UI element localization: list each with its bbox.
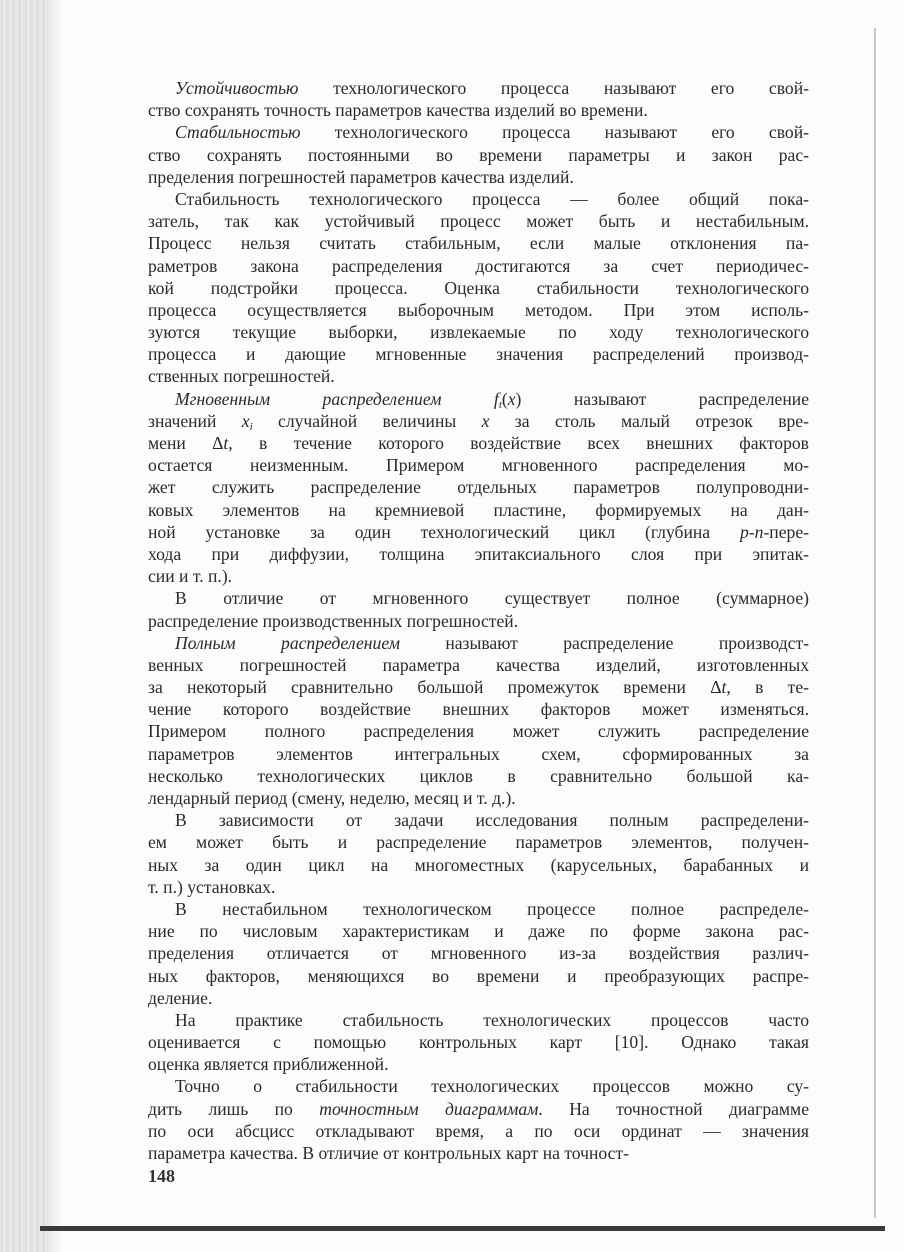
text-run — [441, 389, 493, 409]
text-run: жет служить распределение отдельных параметров полупроводни- — [148, 477, 809, 498]
text-run: Примером полного распределения может служить распределение — [148, 721, 809, 742]
text-run: В отличие от мгновенного существует полное (суммарное) — [175, 588, 809, 609]
text-line — [148, 321, 809, 343]
text-line — [148, 1120, 809, 1142]
text-run: распределение производственных погрешностей. — [148, 610, 519, 631]
text-run: , в те- — [726, 677, 809, 698]
italic-term: точностным диаграммам — [319, 1098, 539, 1119]
scan-bottom-edge — [40, 1226, 885, 1231]
text-run: лендарный период (смену, неделю, месяц и т. д.). — [148, 788, 516, 808]
text-line — [148, 543, 809, 565]
text-line — [148, 454, 809, 476]
italic-term: Стабильностью — [175, 122, 301, 143]
text-run: ной установке за один технологический цикл (глубина — [148, 521, 740, 542]
text-run: процесса и дающие мгновенные значения распределений производ- — [148, 344, 809, 365]
text-line — [148, 765, 809, 787]
text-line — [148, 698, 809, 720]
text-line — [148, 854, 809, 876]
text-run: ственных погрешностей. — [148, 366, 335, 387]
text-line — [148, 144, 809, 166]
italic-term: t — [223, 433, 229, 453]
scan-binding-gradient — [48, 0, 62, 1252]
text-run: зуются текущие выборки, извлекаемые по ходу технологического — [148, 322, 809, 343]
text-line — [148, 654, 809, 676]
text-run: процесса осуществляется выборочным методом. При этом исполь- — [148, 299, 809, 320]
paragraph — [148, 809, 809, 898]
paragraph — [148, 587, 809, 631]
italic-term: x — [507, 388, 516, 409]
text-run: Процесс нельзя считать стабильным, если малые отклонения па- — [148, 233, 809, 254]
subscript: i — [249, 420, 253, 433]
text-line — [148, 121, 809, 143]
text-run: технологического процесса называют его свой- — [298, 78, 809, 98]
text-line — [148, 365, 809, 387]
text-line — [148, 565, 809, 587]
text-line — [148, 809, 809, 831]
text-line — [148, 720, 809, 742]
text-line — [148, 1031, 809, 1053]
text-line — [148, 499, 809, 521]
text-line — [148, 232, 809, 254]
text-run: На практике стабильность технологических процессов часто — [175, 1009, 809, 1030]
text-line — [148, 99, 809, 121]
text-run: хода при диффузии, толщина эпитаксиального слоя при эпитак- — [148, 543, 809, 564]
page-number: 148 — [148, 1166, 175, 1186]
text-run: венных погрешностей параметра качества изделий, изготовленных — [148, 654, 809, 675]
scan-page-edge — [874, 28, 876, 1218]
italic-term: Полным распределением — [175, 632, 400, 653]
text-line — [148, 787, 809, 809]
text-run: ем может быть и распределение параметров элементов, получен- — [148, 832, 809, 853]
text-run: остается неизменным. Примером мгновенного распределения мо- — [148, 455, 809, 476]
italic-term: Устойчивостью — [175, 78, 299, 98]
text-run: случайной величины — [252, 410, 482, 431]
text-run: дить лишь по — [148, 1098, 320, 1119]
paragraph — [148, 1075, 809, 1164]
text-line — [148, 898, 809, 920]
text-run: ных факторов, меняющихся во времени и преобразующих распре- — [148, 965, 809, 986]
italic-term: t — [721, 677, 727, 698]
text-line — [148, 1075, 809, 1097]
text-run: пределения погрешностей параметров качества изделий. — [148, 166, 574, 187]
paragraph — [148, 188, 809, 388]
text-run: -пере- — [763, 521, 809, 542]
text-run: параметра качества. В отличие от контрольных карт на точност- — [148, 1143, 629, 1163]
text-line — [148, 587, 809, 609]
text-run: В зависимости от задачи исследования полным распределени- — [175, 810, 809, 831]
text-line — [148, 410, 809, 432]
text-run: называют распределение производст- — [399, 632, 809, 653]
text-line — [148, 743, 809, 765]
text-run: кой подстройки процесса. Оценка стабильности технологического — [148, 277, 809, 298]
italic-term: p-n — [739, 521, 764, 542]
text-run: несколько технологических циклов в сравнительно большой ка- — [148, 765, 809, 786]
text-line — [148, 920, 809, 942]
text-line — [148, 1053, 809, 1075]
subscript: t — [498, 398, 502, 411]
text-run: , в течение которого воздействие всех внешних факторов — [228, 433, 809, 453]
text-run: деление. — [148, 987, 213, 1008]
text-run: мени Δ — [148, 433, 224, 453]
text-run: ( — [501, 388, 508, 409]
text-line — [148, 388, 809, 410]
scan-binding-shadow — [0, 0, 48, 1252]
text-line — [148, 521, 809, 543]
text-run: . На точностной диаграмме — [538, 1098, 809, 1119]
text-line — [148, 188, 809, 210]
text-run: ние по числовым характеристикам и даже по форме закона рас- — [148, 921, 809, 942]
text-run: параметров элементов интегральных схем, сформированных за — [148, 743, 809, 764]
text-run: по оси абсцисс откладывают время, а по оси ординат — значения — [148, 1120, 809, 1141]
text-line — [148, 610, 809, 632]
text-line — [148, 1142, 809, 1164]
text-line — [148, 210, 809, 232]
text-line — [148, 965, 809, 987]
text-run: технологического процесса называют его свой- — [300, 122, 809, 143]
text-run: оценивается с помощью контрольных карт [10]. Однако такая — [148, 1032, 809, 1053]
text-line — [148, 432, 809, 454]
paragraph — [148, 77, 809, 121]
text-line — [148, 166, 809, 188]
text-line — [148, 676, 809, 698]
paragraph — [148, 121, 809, 188]
text-line — [148, 876, 809, 898]
text-run: Стабильность технологического процесса — более общий пока- — [175, 188, 809, 209]
text-run: значений — [148, 410, 242, 431]
italic-term: f — [493, 388, 499, 409]
page-body-text — [148, 77, 809, 1164]
text-line — [148, 277, 809, 299]
text-run: чение которого воздействие внешних факторов может изменяться. — [148, 699, 809, 720]
text-run: ковых элементов на кремниевой пластине, формируемых на дан- — [148, 499, 809, 520]
text-line — [148, 942, 809, 964]
text-run: т. п.) установках. — [148, 876, 276, 897]
italic-term: x — [481, 410, 490, 431]
text-run: оценка является приближенной. — [148, 1054, 389, 1075]
text-run: за столь малый отрезок вре- — [489, 410, 809, 431]
text-run: пределения отличается от мгновенного из-за воздействия различ- — [148, 943, 809, 964]
text-run: ных за один цикл на многоместных (карусельных, барабанных и — [148, 854, 809, 875]
text-run: за некоторый сравнительно большой промежуток времени Δ — [148, 677, 722, 698]
paragraph — [148, 632, 809, 810]
paragraph — [148, 898, 809, 1009]
paragraph — [148, 388, 809, 588]
text-line — [148, 299, 809, 321]
text-line — [148, 476, 809, 498]
text-run: сии и т. п.). — [148, 566, 233, 587]
text-run: Точно о стабильности технологических процессов можно су- — [175, 1076, 809, 1097]
italic-term: x — [241, 410, 250, 431]
paragraph — [148, 1009, 809, 1076]
text-line — [148, 255, 809, 277]
text-run: ство сохранять точность параметров качества изделий во времени. — [148, 100, 648, 121]
italic-term: Мгновенным распределением — [175, 388, 442, 409]
text-line — [148, 77, 809, 99]
text-run: ) называют распределение — [515, 388, 809, 409]
text-line — [148, 343, 809, 365]
text-line — [148, 831, 809, 853]
text-line — [148, 1009, 809, 1031]
text-run: В нестабильном технологическом процессе полное распределе- — [175, 898, 809, 919]
text-line — [148, 632, 809, 654]
text-run: затель, так как устойчивый процесс может быть и нестабильным. — [148, 211, 809, 232]
text-run: ство сохранять постоянными во времени параметры и закон рас- — [148, 144, 809, 165]
text-line — [148, 1098, 809, 1120]
text-run: раметров закона распределения достигаются за счет периодичес- — [148, 255, 809, 276]
text-line — [148, 987, 809, 1009]
